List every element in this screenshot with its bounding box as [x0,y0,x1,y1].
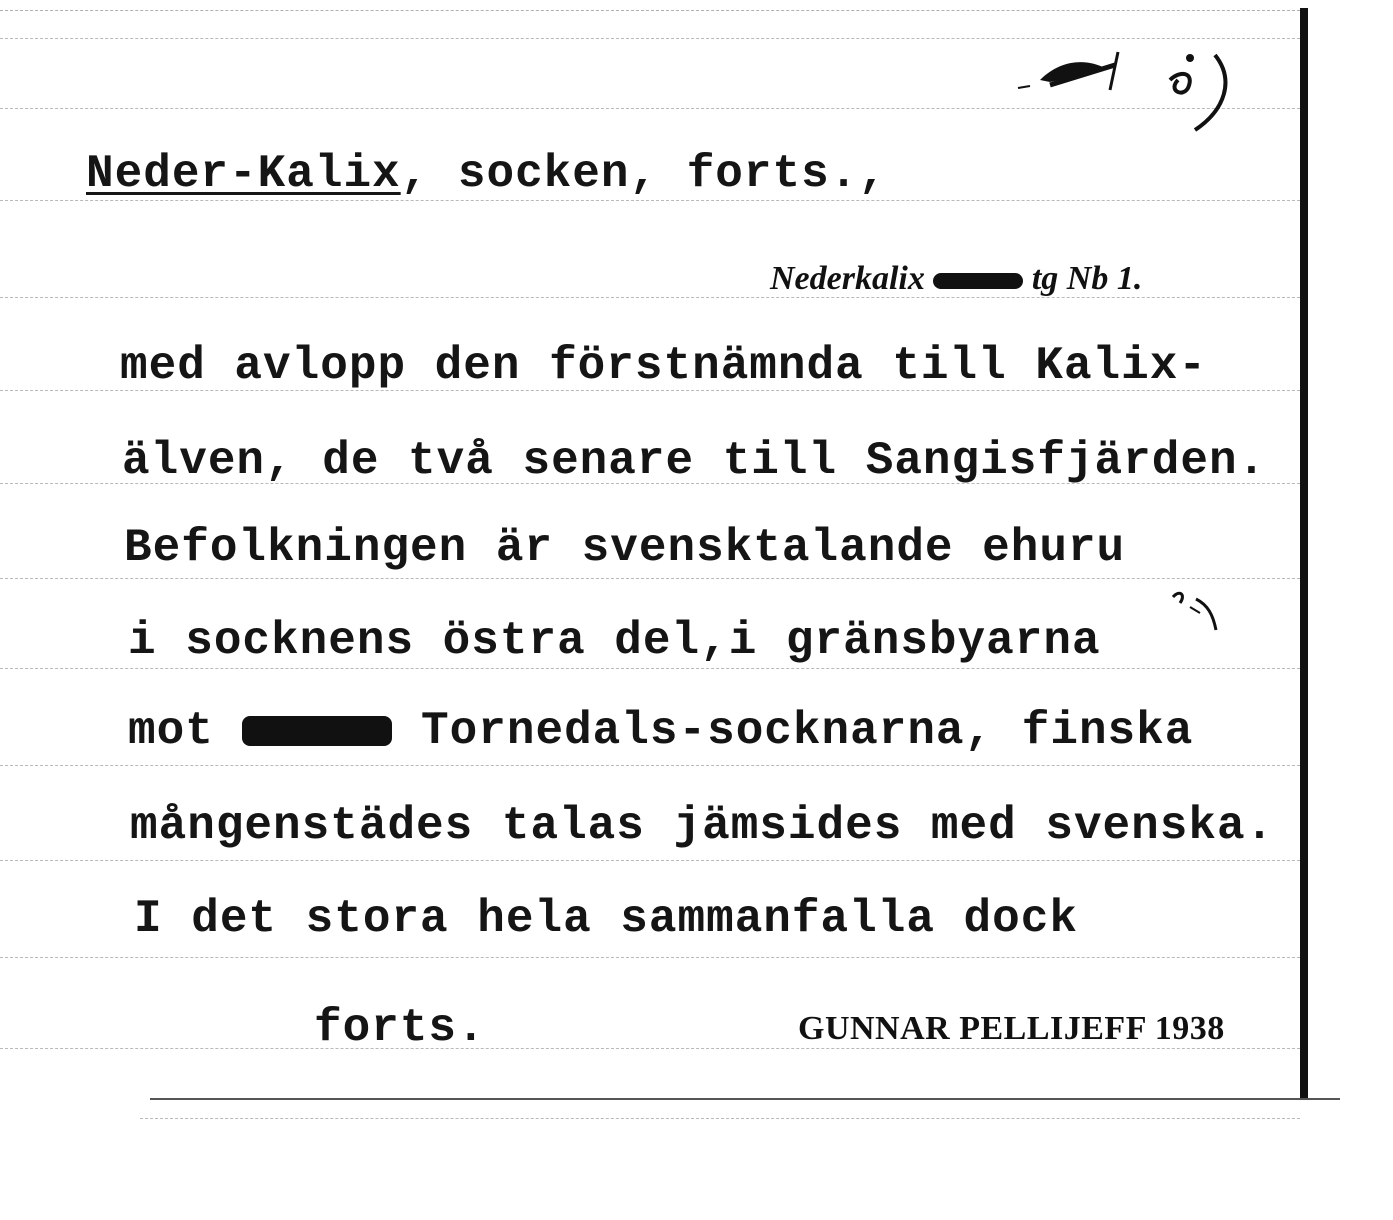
card-top-edge [0,10,1300,11]
text-line-5 [128,705,1193,757]
redaction-mark [933,273,1023,289]
reference-place: Nederkalix [770,260,925,297]
line5-prefix: mot [128,705,214,757]
continued-note: forts. [314,1002,486,1054]
handwritten-note [1168,585,1228,635]
ruled-line [0,38,1300,39]
card-heading [86,148,887,200]
ruled-line [0,1048,1300,1049]
reference-code: tg Nb 1. [1031,260,1143,297]
reference-stamp [770,260,1142,298]
text-line-3: Befolkningen är svensktalande ehuru [124,522,1126,574]
text-line-6: mångenstädes talas jämsides med svenska. [130,800,1275,852]
text-line-4: i socknens östra del,i gränsbyarna [128,615,1101,667]
ruled-line [0,578,1300,579]
text-line-7: I det stora hela sammanfalla dock [134,893,1078,945]
ruled-line [0,765,1300,766]
heading-rest: , socken, forts., [400,148,887,200]
collector-stamp: GUNNAR PELLIJEFF 1938 [798,1010,1225,1047]
ruled-line [0,860,1300,861]
ruled-line [0,200,1300,201]
line5-text: Tornedals-socknarna, finska [421,705,1194,757]
card-bottom-edge [150,1098,1340,1100]
ruled-line [0,957,1300,958]
redaction-mark [242,716,392,746]
text-line-2: älven, de två senare till Sangisfjärden. [122,435,1267,487]
handwritten-mark [1010,40,1250,140]
card-right-border [1300,8,1308,1098]
text-line-1: med avlopp den förstnämnda till Kalix- [120,340,1207,392]
ruled-line [140,1118,1300,1119]
heading-place: Neder-Kalix [86,148,401,200]
ruled-line [0,668,1300,669]
